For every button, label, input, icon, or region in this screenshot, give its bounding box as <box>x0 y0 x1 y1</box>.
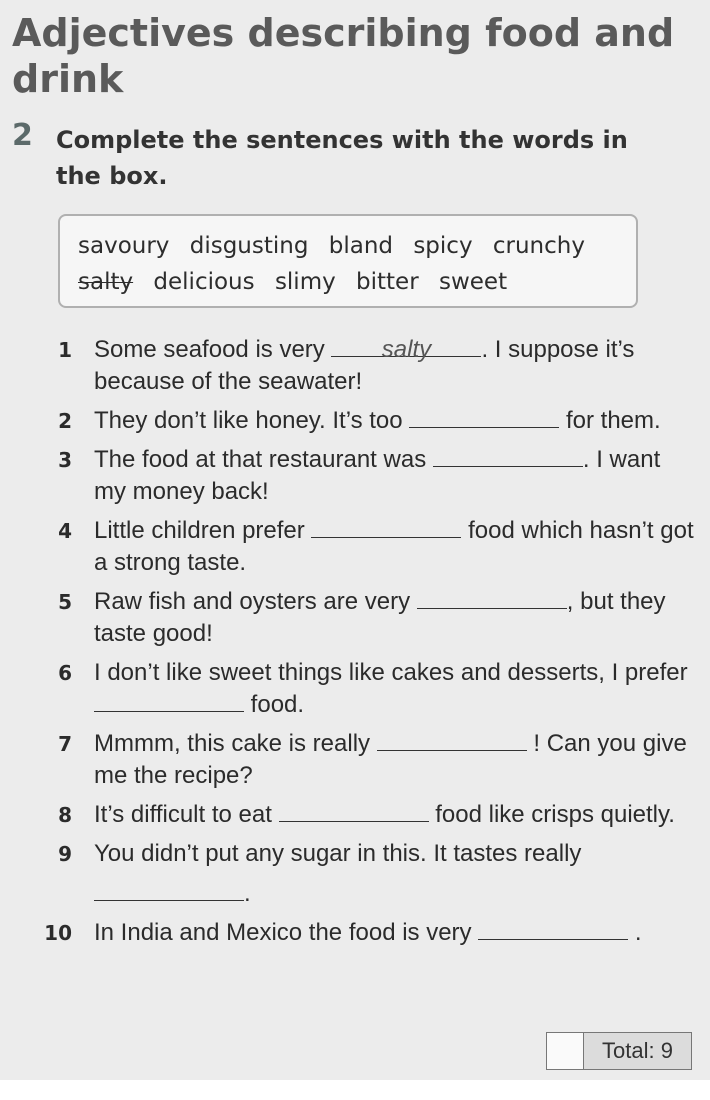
sentence-item <box>38 515 698 579</box>
sentence-item <box>38 799 698 831</box>
answer-blank[interactable] <box>377 728 527 751</box>
sentence-number: 3 <box>58 448 72 472</box>
sentence-number: 5 <box>58 590 72 614</box>
sentence-text: food. <box>250 691 305 718</box>
sentence-item <box>38 334 698 398</box>
word-box-row-2 <box>78 264 618 300</box>
answer-blank[interactable] <box>279 799 429 822</box>
sentence-text: It’s difficult to eat <box>94 801 272 828</box>
answer-blank[interactable] <box>417 586 567 609</box>
sentence-number: 1 <box>58 338 72 362</box>
exercise-number: 2 <box>12 118 33 153</box>
word-item: delicious <box>153 269 255 295</box>
sentence-text: They don’t like honey. It’s too <box>94 407 403 434</box>
answer-blank[interactable] <box>409 405 559 428</box>
word-item: disgusting <box>189 233 309 259</box>
answer-blank[interactable] <box>478 917 628 940</box>
total-label: Total: 9 <box>584 1033 691 1069</box>
answer-blank[interactable] <box>94 689 244 712</box>
sentence-item <box>38 444 698 508</box>
sentence-item <box>38 586 698 650</box>
sentence-item <box>38 838 698 910</box>
sentence-number: 8 <box>58 803 72 827</box>
sentence-text: Some seafood is very <box>94 336 325 363</box>
word-item: sweet <box>438 269 508 295</box>
answer-blank[interactable]: salty <box>331 334 481 357</box>
answer-blank[interactable] <box>433 444 583 467</box>
sentence-text: Mmmm, this cake is really <box>94 730 371 757</box>
sentence-number: 10 <box>44 921 72 945</box>
sentence-list <box>38 334 698 956</box>
sentence-item <box>38 405 698 437</box>
sentence-text: The food at that restaurant was <box>94 446 427 473</box>
sentence-number: 6 <box>58 661 72 685</box>
sentence-text: , but they taste good! <box>94 588 666 647</box>
exercise-instruction: Complete the sentences with the words in the box. <box>56 126 628 190</box>
sentence-text: You didn’t put any sugar in this. It tastes really <box>94 840 582 867</box>
page-title: Adjectives describing food and drink <box>12 11 675 101</box>
sentence-text: . I want my money back! <box>94 446 661 505</box>
sentence-text: ! Can you give me the recipe? <box>94 730 687 789</box>
sentence-item <box>38 917 698 949</box>
word-box <box>58 214 638 308</box>
word-item: bitter <box>356 269 419 295</box>
sentence-text: . <box>634 919 642 946</box>
sentence-item <box>38 728 698 792</box>
answer-blank[interactable] <box>311 515 461 538</box>
word-item: savoury <box>78 233 170 259</box>
sentence-text: . I suppose it’s because of the seawater! <box>94 336 635 395</box>
sentence-number: 2 <box>58 409 72 433</box>
word-item: spicy <box>413 233 473 259</box>
sentence-number: 7 <box>58 732 72 756</box>
score-input-box[interactable] <box>547 1033 584 1069</box>
sentence-text: food like crisps quietly. <box>435 801 675 828</box>
sentence-text: In India and Mexico the food is very <box>94 919 472 946</box>
sentence-text: . <box>244 880 251 907</box>
sentence-text: food which hasn’t got a strong taste. <box>94 517 694 576</box>
sentence-text: I don’t like sweet things like cakes and desserts, I prefer <box>94 659 688 686</box>
sentence-text: Little children prefer <box>94 517 305 544</box>
word-box-row-1 <box>78 228 618 264</box>
sentence-item <box>38 657 698 721</box>
sentence-text: for them. <box>565 407 661 434</box>
word-item-used: salty <box>78 269 134 295</box>
word-item: bland <box>328 233 394 259</box>
sentence-number: 9 <box>58 842 72 866</box>
answer-blank[interactable] <box>94 878 244 901</box>
sentence-number: 4 <box>58 519 72 543</box>
word-item: slimy <box>274 269 336 295</box>
word-item: crunchy <box>492 233 585 259</box>
total-score-box <box>546 1032 692 1070</box>
sentence-text: Raw fish and oysters are very <box>94 588 411 615</box>
